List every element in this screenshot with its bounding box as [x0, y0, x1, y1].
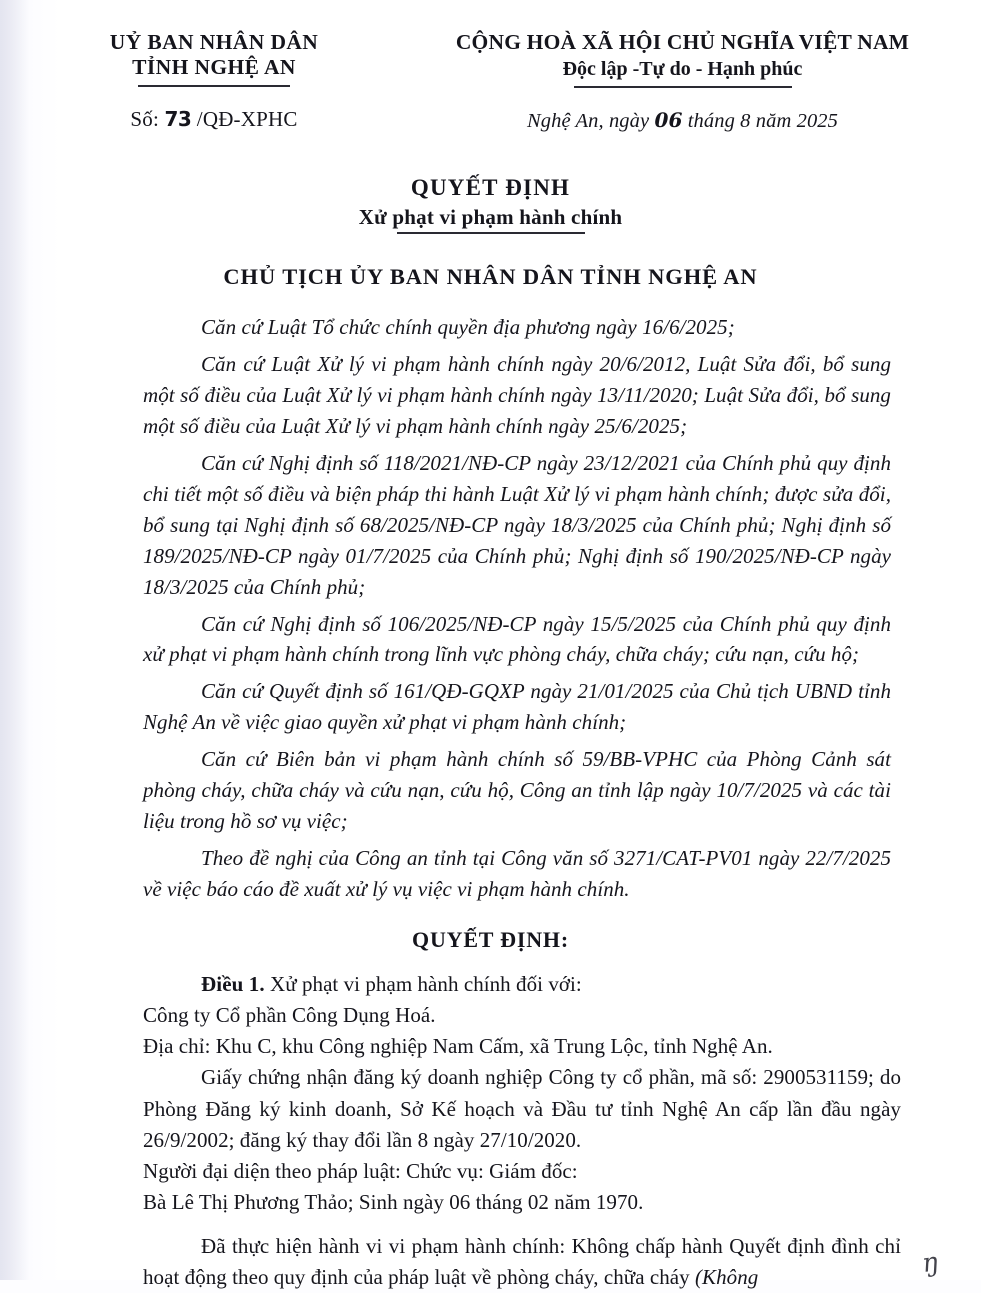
article1-registration: Giấy chứng nhận đăng ký doanh nghiệp Công ty cổ phần, mã số: 2900531159; do Phòng Đăng ký kinh doanh, Sở Kế hoạch và Đầu tư tỉnh Nghệ An cấp lần đầu ngày 26/9/2002; đăng ký thay đổi lần 8 ngày 27/10/2020. — [143, 1065, 901, 1152]
article1-violation-text: Đã thực hiện hành vi vi phạm hành chính: Không chấp hành Quyết định đình chỉ hoạt động theo quy định của pháp luật về phòng cháy, chữa cháy — [143, 1233, 901, 1289]
place-and-date — [414, 108, 951, 133]
document-number — [14, 107, 414, 132]
handwritten-page-mark: ŋ — [920, 1246, 942, 1280]
article1-violation — [143, 1231, 901, 1293]
citation-item: Căn cứ Nghị định số 106/2025/NĐ-CP ngày 15/5/2025 của Chính phủ quy định xử phạt vi phạm hành chính trong lĩnh vực phòng cháy, chữa cháy; cứu nạn, cứu hộ; — [143, 611, 891, 667]
place-date-prefix: Nghệ An, ngày — [527, 109, 650, 132]
article1-representative-title: Người đại diện theo pháp luật: Chức vụ: Giám đốc: — [143, 1158, 578, 1183]
citation-item: Căn cứ Quyết định số 161/QĐ-GQXP ngày 21/01/2025 của Chủ tịch UBND tỉnh Nghệ An về việc giao quyền xử phạt vi phạm hành chính; — [143, 679, 891, 735]
article1-label: Điều 1. — [201, 972, 265, 997]
document-title: QUYẾT ĐỊNH — [410, 174, 571, 200]
article1-violation-note: (Không — [695, 1264, 759, 1289]
national-motto: Độc lập -Tự do - Hạnh phúc — [562, 57, 803, 80]
articles-block — [0, 969, 981, 1293]
document-subtitle-wrap — [0, 205, 981, 234]
issuing-authority-block — [0, 30, 414, 132]
date-month: 8 — [740, 109, 751, 132]
national-header-block — [414, 30, 981, 133]
citations-block — [0, 312, 981, 905]
article1-representative-name: Bà Lê Thị Phương Thảo; Sinh ngày 06 tháng 02 năm 1970. — [143, 1189, 644, 1214]
date-month-label: tháng — [687, 109, 735, 132]
issuing-authority-line1: UỶ BAN NHÂN DÂN — [109, 30, 319, 54]
title-block — [0, 175, 981, 234]
date-year-label: năm — [755, 109, 792, 132]
date-year: 2025 — [796, 109, 838, 132]
national-name: CỘNG HOÀ XÃ HỘI CHỦ NGHĨA VIỆT NAM — [455, 30, 910, 54]
motto-underline — [574, 86, 792, 88]
citation-item: Căn cứ Nghị định số 118/2021/NĐ-CP ngày 23/12/2021 của Chính phủ quy định chi tiết một số điều và biện pháp thi hành Luật Xử lý vi phạm hành chính; được sửa đổi, bổ sung tại Nghị định số 68/2025/NĐ-CP ngày 18/3/2025 của Chính phủ; Nghị định số 189/2025/NĐ-CP ngày 01/7/2025 của Chính phủ; Nghị định số 190/2025/NĐ-CP ngày 18/3/2025 của Chính phủ; — [143, 450, 891, 599]
citation-item: Căn cứ Biên bản vi phạm hành chính số 59/BB-VPHC của Phòng Cảnh sát phòng cháy, chữa cháy và cứu nạn, cứu hộ, Công an tỉnh lập ngày 10/7/2025 và các tài liệu trong hồ sơ vụ việc; — [143, 747, 891, 834]
subtitle-underline — [397, 232, 585, 234]
document-number-suffix: /QĐ-XPHC — [196, 106, 298, 131]
article1-intro-line — [143, 969, 901, 1000]
document-number-value: 73 — [164, 106, 192, 131]
article1-address: Địa chỉ: Khu C, khu Công nghiệp Nam Cấm, xã Trung Lộc, tỉnh Nghệ An. — [143, 1034, 773, 1059]
authority-underline — [138, 85, 290, 87]
document-subtitle: Xử phạt vi phạm hành chính — [358, 204, 623, 229]
issuing-authority-line2: TỈNH NGHỆ AN — [132, 55, 296, 80]
citation-item: Căn cứ Luật Tổ chức chính quyền địa phương ngày 16/6/2025; — [201, 314, 735, 339]
document-number-prefix: Số: — [130, 106, 160, 131]
decide-heading: QUYẾT ĐỊNH: — [412, 927, 569, 953]
article1-intro-text: Xử phạt vi phạm hành chính đối với: — [270, 972, 582, 997]
date-day: 06 — [654, 107, 683, 132]
citation-item: Theo đề nghị của Công an tỉnh tại Công văn số 3271/CAT-PV01 ngày 22/7/2025 về việc báo cáo đề xuất xử lý vụ việc vi phạm hành chính. — [143, 846, 891, 902]
document-header — [0, 0, 981, 133]
article1-company: Công ty Cổ phần Công Dụng Hoá. — [143, 1003, 436, 1028]
deciding-authority: CHỦ TỊCH ỦY BAN NHÂN DÂN TỈNH NGHỆ AN — [223, 263, 758, 289]
citation-item: Căn cứ Luật Xử lý vi phạm hành chính ngày 20/6/2012, Luật Sửa đổi, bổ sung một số điều của Luật Xử lý vi phạm hành chính ngày 13/11/2020; Luật Sửa đổi, bổ sung một số điều của Luật Xử lý vi phạm hành chính ngày 25/6/2025; — [143, 351, 891, 438]
